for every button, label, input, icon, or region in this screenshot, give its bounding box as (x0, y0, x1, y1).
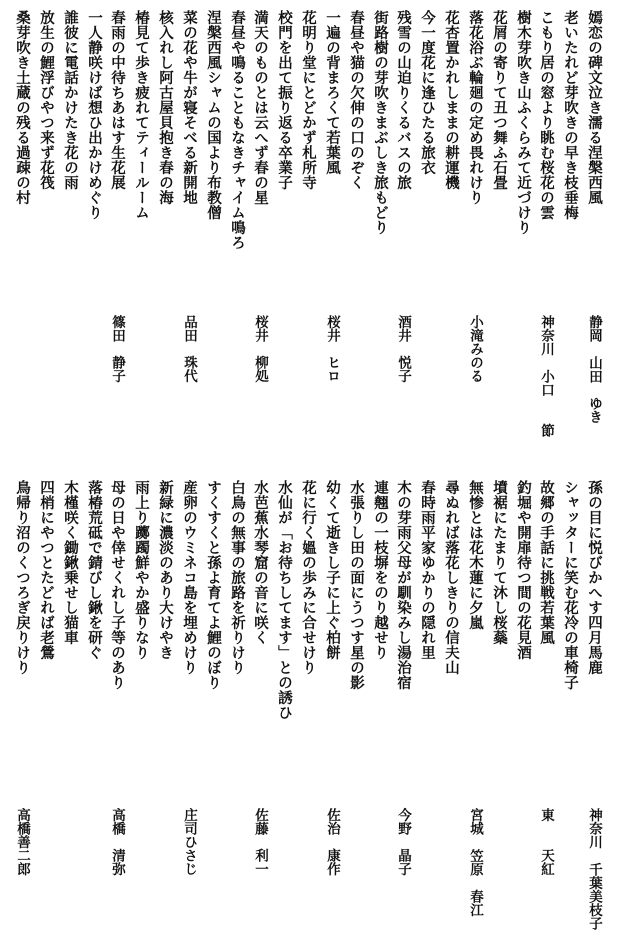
haiku-text: 産卵のウミネコ島を埋めけり (181, 480, 198, 675)
haiku-author (464, 315, 486, 383)
haiku-author (106, 315, 128, 383)
author-name: 今野 晶子 (395, 808, 411, 876)
haiku-text: 核入れし阿古屋貝抱き春の海 (157, 10, 174, 205)
author-name: 庄司ひさじ (181, 808, 197, 876)
haiku-text: すくすくと孫よ育てよ鯉のぼり (205, 480, 222, 690)
haiku-text: 菜の花や牛が寝そべる新開地 (181, 10, 198, 205)
haiku-text: シャッターに笑む花冷の車椅子 (562, 480, 579, 690)
author-name: 酒井 悦子 (395, 315, 411, 383)
haiku-text: 鳥帰り沼のくつろぎ戻りけり (14, 480, 31, 675)
haiku-text: 花杏置かれしままの耕運機 (443, 10, 460, 190)
haiku-text: 樹木芽吹き山ふくらみて近づけり (515, 10, 532, 235)
haiku-author (106, 808, 128, 876)
haiku-text: 誰彼に電話かけたき花の雨 (62, 10, 79, 190)
author-name: 小口 節 (538, 369, 554, 437)
author-prefecture: 神奈川 (538, 315, 554, 356)
haiku-text: 春昼や猫の欠伸の口のぞく (348, 10, 365, 190)
haiku-text: 校門を出て振り返る卒業子 (276, 10, 293, 190)
haiku-text: 水張りし田の面にうつす星の影 (348, 480, 365, 690)
haiku-text: 白鳥の無事の旅路を祈りけり (229, 480, 246, 675)
haiku-author (583, 808, 605, 930)
haiku-text: 嫣恋の碑文泣き濡る涅槃西風 (586, 10, 603, 205)
haiku-text: 故郷の手話に挑戦若葉風 (538, 480, 555, 645)
haiku-text: 新緑に濃淡のあり大けやき (157, 480, 174, 660)
haiku-author (321, 315, 343, 383)
haiku-text: 残雪の山迫りくるバスの旅 (395, 10, 412, 190)
haiku-text: 花屑の寄りて丑つ舞ふ石畳 (491, 10, 508, 190)
haiku-text: 街路樹の芽吹きまぶしき旅もどり (372, 10, 389, 235)
haiku-author (535, 315, 557, 437)
author-name: 高橋善二郎 (14, 808, 30, 876)
haiku-text: 尋ぬれば落花しきりの信夫山 (443, 480, 460, 675)
haiku-author (464, 808, 486, 917)
bottom-haiku-block (0, 468, 623, 936)
haiku-text: 幼くて逝きし子に上ぐ柏餅 (324, 480, 341, 660)
author-name: 佐藤 利一 (252, 808, 268, 876)
haiku-author (583, 315, 605, 424)
haiku-text: 今一度花に逢ひたる旅衣 (419, 10, 436, 175)
haiku-text: 満天のものとは云へず春の星 (252, 10, 269, 205)
haiku-text: 墳裾にたまりて沐し桜蘂 (491, 480, 508, 645)
haiku-text: 水芭蕉水琴窟の音に咲く (252, 480, 269, 645)
haiku-text: 花に行く媼の歩みに合せけり (300, 480, 317, 675)
haiku-text: 花明り堂にとどかず札所寺 (300, 10, 317, 190)
haiku-text: 春時雨平家ゆかりの隠れ里 (419, 480, 436, 660)
haiku-author (178, 315, 200, 383)
haiku-text: 放生の鯉浮びやつ来ず花筏 (38, 10, 55, 190)
haiku-text: 木槿咲く鋤鍬乗せし猫車 (62, 480, 79, 645)
haiku-author (249, 808, 271, 876)
author-name: 篠田 静子 (109, 315, 125, 383)
haiku-text: 老いたれど芽吹きの早き枝垂梅 (562, 10, 579, 220)
author-name: 高橋 清弥 (109, 808, 125, 876)
author-name: 千葉美枝子 (586, 862, 602, 930)
haiku-text: 四梢にやつとたどれば老鶯 (38, 480, 55, 660)
haiku-text: 連翹の一枝塀をのり越せり (372, 480, 389, 660)
author-name: 東 天紅 (538, 808, 554, 876)
haiku-text: 母の日や倖せくれし子等のあり (109, 480, 126, 690)
haiku-text: 釣堀や開扉待つ間の花見酒 (515, 480, 532, 660)
haiku-text: 一人静咲けば想ひ出かけめぐり (86, 10, 103, 220)
haiku-author (11, 808, 33, 876)
haiku-text: 無惨とは花木蓮に夕嵐 (467, 480, 484, 630)
haiku-text: 落花浴ぶ輪廻の定め畏れけり (467, 10, 484, 205)
author-name: 山田 ゆき (586, 356, 602, 424)
haiku-author (535, 808, 557, 876)
haiku-text: 涅槃西風シャムの国より布教僧 (205, 10, 222, 220)
author-name: 桜井 柳処 (252, 315, 268, 383)
haiku-text: 椿見て歩き疲れてティールーム (133, 10, 150, 220)
haiku-text: こもり居の窓より眺む桜花の雲 (538, 10, 555, 220)
haiku-author (321, 808, 343, 876)
author-name: 佐治 康作 (324, 808, 340, 876)
haiku-text: 落椿荒砥で錆びし鍬を研ぐ (86, 480, 103, 660)
haiku-text: 木の芽雨父母が馴染みし湯治宿 (395, 480, 412, 690)
author-prefecture: 静岡 (586, 315, 602, 342)
haiku-text: 春雨の中待ちあはす生花展 (109, 10, 126, 190)
author-prefecture: 神奈川 (586, 808, 602, 849)
author-name: 笠原 春江 (467, 849, 483, 917)
haiku-text: 雨上り躑躅鮮やか盛りなり (133, 480, 150, 660)
haiku-text: 春昼や鳴ることもなきチャイム鳴ろ (229, 10, 246, 250)
haiku-author (392, 808, 414, 876)
author-prefecture: 宮城 (467, 808, 483, 835)
author-name: 小滝みのる (467, 315, 483, 383)
haiku-text: 桑芽吹き土蔵の残る過疎の村 (14, 10, 31, 205)
haiku-text: 一遍の背まろくて若葉風 (324, 10, 341, 175)
author-name: 桜井 ヒロ (324, 315, 340, 383)
author-name: 品田 珠代 (181, 315, 197, 383)
haiku-author (392, 315, 414, 383)
haiku-text: 孫の目に悦びかへす四月馬鹿 (586, 480, 603, 675)
haiku-author (178, 808, 200, 876)
haiku-text: 水仙が「お待ちしてます」との誘ひ (276, 480, 293, 720)
haiku-author (249, 315, 271, 383)
